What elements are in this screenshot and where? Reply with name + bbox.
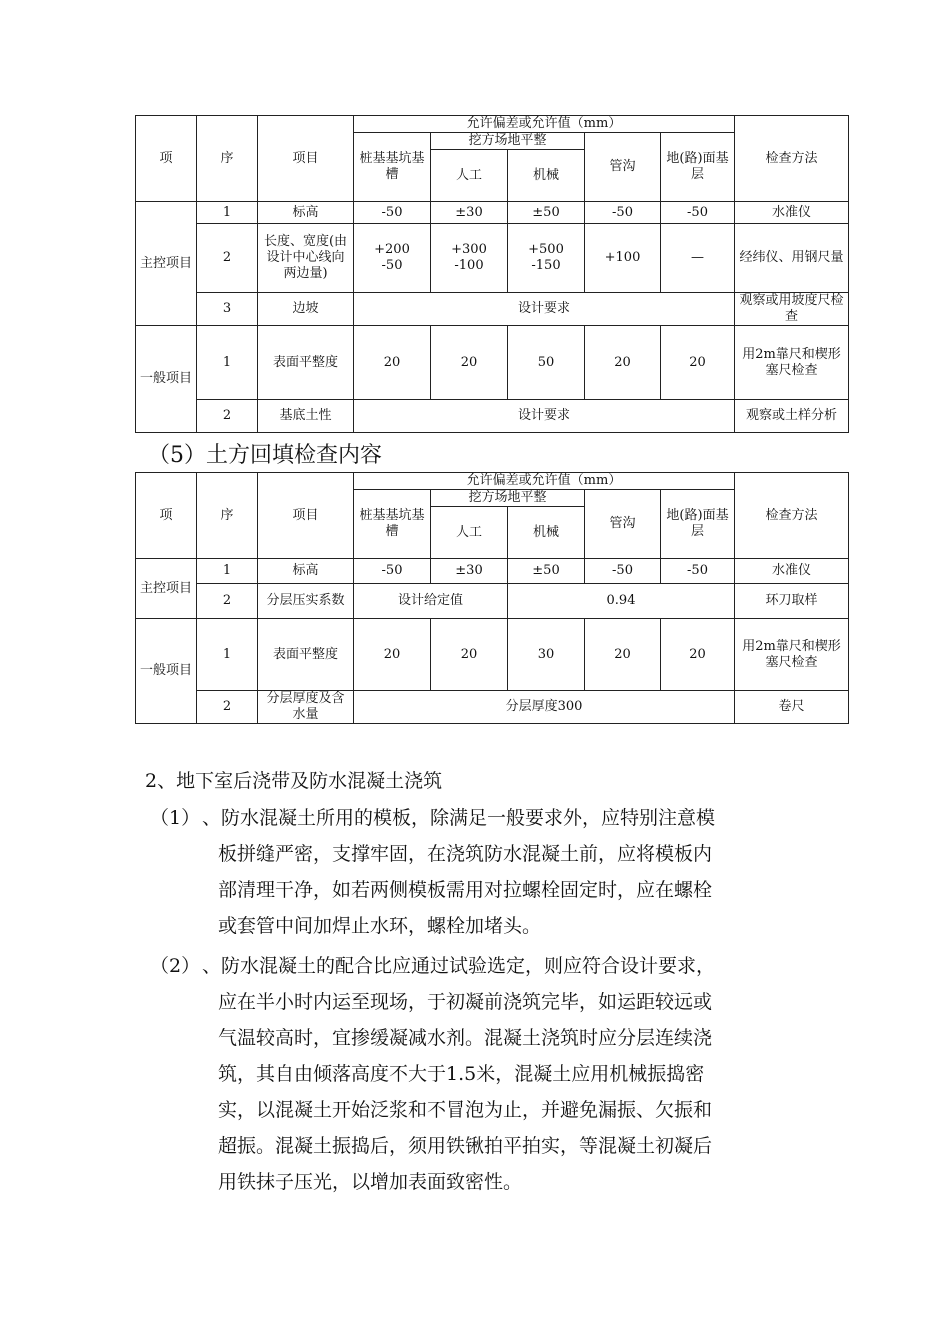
cell-road: -50 bbox=[661, 559, 735, 584]
header-site: 挖方场地平整 bbox=[431, 490, 585, 507]
cell-merged: 分层厚度300 bbox=[354, 691, 735, 724]
cell-road: — bbox=[661, 224, 735, 293]
cell-method: 观察或土样分析 bbox=[735, 400, 849, 433]
table-row bbox=[136, 326, 849, 400]
cell-item: 基底土性 bbox=[258, 400, 354, 433]
header-machine: 机械 bbox=[508, 150, 585, 202]
cell-method: 观察或用坡度尺检查 bbox=[735, 293, 849, 326]
paragraph-line: 筑，其自由倾落高度不大于1.5米，混凝土应用机械振捣密 bbox=[218, 1063, 705, 1085]
paragraph-line: 实，以混凝土开始泛浆和不冒泡为止，并避免漏振、欠振和 bbox=[218, 1099, 713, 1121]
cell-pile: 20 bbox=[354, 326, 431, 400]
cell-machine: ±50 bbox=[508, 202, 585, 224]
cell-merged: 设计要求 bbox=[354, 293, 735, 326]
section-2-heading: 2、地下室后浇带及防水混凝土浇筑 bbox=[145, 770, 443, 792]
cell-machine: 30 bbox=[508, 619, 585, 691]
cell-manual: 20 bbox=[431, 326, 508, 400]
paragraph-line: 应在半小时内运至现场，于初凝前浇筑完毕，如运距较远或 bbox=[218, 991, 713, 1013]
section-5-title: （5）土方回填检查内容 bbox=[148, 443, 382, 468]
header-machine: 机械 bbox=[508, 507, 585, 559]
cell-manual: 20 bbox=[431, 619, 508, 691]
paragraph-line: 超振。混凝土振捣后，须用铁锹拍平拍实，等混凝土初凝后 bbox=[218, 1135, 713, 1157]
cell-item: 边坡 bbox=[258, 293, 354, 326]
cell-seq: 2 bbox=[197, 400, 258, 433]
paragraph-line: 部清理干净，如若两侧模板需用对拉螺栓固定时，应在螺栓 bbox=[218, 879, 713, 901]
cell-item: 分层压实系数 bbox=[258, 584, 354, 619]
cell-seq: 1 bbox=[197, 202, 258, 224]
cell-method: 环刀取样 bbox=[735, 584, 849, 619]
paragraph-line: 、防水混凝土所用的模板，除满足一般要求外，应特别注意模 bbox=[202, 807, 716, 829]
cell-road: 20 bbox=[661, 619, 735, 691]
header-road: 地(路)面基层 bbox=[661, 133, 735, 202]
group-main: 主控项目 bbox=[136, 202, 197, 326]
header-item: 项目 bbox=[258, 116, 354, 202]
paragraph-line: 气温较高时，宜掺缓凝减水剂。混凝土浇筑时应分层连续浇 bbox=[218, 1027, 713, 1049]
header-item-group: 项 bbox=[136, 473, 197, 559]
header-manual: 人工 bbox=[431, 507, 508, 559]
paragraph-2 bbox=[150, 948, 810, 1200]
excavation-inspection-table bbox=[135, 115, 849, 433]
backfill-inspection-table bbox=[135, 472, 849, 724]
cell-pile: -50 bbox=[354, 202, 431, 224]
cell-pile: +200 -50 bbox=[354, 224, 431, 293]
table-row bbox=[136, 584, 849, 619]
cell-road: 20 bbox=[661, 326, 735, 400]
group-general: 一般项目 bbox=[136, 619, 197, 724]
paragraph-line: 、防水混凝土的配合比应通过试验选定，则应符合设计要求， bbox=[202, 955, 716, 977]
header-manual: 人工 bbox=[431, 150, 508, 202]
cell-method: 卷尺 bbox=[735, 691, 849, 724]
cell-pile: 20 bbox=[354, 619, 431, 691]
paragraph-2-number: （2） bbox=[150, 955, 201, 977]
header-seq: 序 bbox=[197, 473, 258, 559]
cell-method: 水准仪 bbox=[735, 559, 849, 584]
cell-item: 分层厚度及含水量 bbox=[258, 691, 354, 724]
cell-machine: +500 -150 bbox=[508, 224, 585, 293]
cell-merged-design-value: 设计给定值 bbox=[354, 584, 508, 619]
header-tolerance: 允许偏差或允许值（mm） bbox=[354, 116, 735, 133]
table-row bbox=[136, 691, 849, 724]
paragraph-line: 或套管中间加焊止水环，螺栓加堵头。 bbox=[218, 915, 542, 937]
cell-item: 长度、宽度(由设计中心线向两边量) bbox=[258, 224, 354, 293]
cell-seq: 1 bbox=[197, 559, 258, 584]
cell-trench: -50 bbox=[585, 559, 661, 584]
cell-machine: ±50 bbox=[508, 559, 585, 584]
header-road: 地(路)面基层 bbox=[661, 490, 735, 559]
header-trench: 管沟 bbox=[585, 133, 661, 202]
cell-item: 表面平整度 bbox=[258, 326, 354, 400]
header-item-group: 项 bbox=[136, 116, 197, 202]
cell-trench: +100 bbox=[585, 224, 661, 293]
table-row bbox=[136, 293, 849, 326]
header-tolerance: 允许偏差或允许值（mm） bbox=[354, 473, 735, 490]
cell-machine: 50 bbox=[508, 326, 585, 400]
cell-method: 经纬仪、用钢尺量 bbox=[735, 224, 849, 293]
cell-seq: 2 bbox=[197, 224, 258, 293]
paragraph-line: 用铁抹子压光，以增加表面致密性。 bbox=[218, 1171, 523, 1193]
cell-seq: 3 bbox=[197, 293, 258, 326]
paragraph-1-number: （1） bbox=[150, 807, 201, 829]
header-method: 检查方法 bbox=[735, 116, 849, 202]
table-row bbox=[136, 224, 849, 293]
cell-method: 水准仪 bbox=[735, 202, 849, 224]
cell-manual: ±30 bbox=[431, 559, 508, 584]
cell-method: 用2m靠尺和楔形塞尺检查 bbox=[735, 326, 849, 400]
cell-merged: 设计要求 bbox=[354, 400, 735, 433]
cell-item: 表面平整度 bbox=[258, 619, 354, 691]
table-row bbox=[136, 400, 849, 433]
cell-manual: +300 -100 bbox=[431, 224, 508, 293]
cell-road: -50 bbox=[661, 202, 735, 224]
cell-method: 用2m靠尺和楔形塞尺检查 bbox=[735, 619, 849, 691]
table-row bbox=[136, 202, 849, 224]
cell-item: 标高 bbox=[258, 202, 354, 224]
header-item: 项目 bbox=[258, 473, 354, 559]
header-seq: 序 bbox=[197, 116, 258, 202]
cell-seq: 2 bbox=[197, 584, 258, 619]
header-site: 挖方场地平整 bbox=[431, 133, 585, 150]
cell-seq: 1 bbox=[197, 619, 258, 691]
paragraph-line: 板拼缝严密，支撑牢固，在浇筑防水混凝土前，应将模板内 bbox=[218, 843, 713, 865]
table-row bbox=[136, 559, 849, 584]
cell-item: 标高 bbox=[258, 559, 354, 584]
header-trench: 管沟 bbox=[585, 490, 661, 559]
header-method: 检查方法 bbox=[735, 473, 849, 559]
header-pile: 桩基基坑基槽 bbox=[354, 133, 431, 202]
group-general: 一般项目 bbox=[136, 326, 197, 433]
cell-seq: 1 bbox=[197, 326, 258, 400]
paragraph-1 bbox=[150, 800, 810, 944]
cell-merged-coefficient: 0.94 bbox=[508, 584, 735, 619]
group-main: 主控项目 bbox=[136, 559, 197, 619]
header-pile: 桩基基坑基槽 bbox=[354, 490, 431, 559]
cell-seq: 2 bbox=[197, 691, 258, 724]
cell-trench: 20 bbox=[585, 619, 661, 691]
cell-pile: -50 bbox=[354, 559, 431, 584]
table-row bbox=[136, 619, 849, 691]
cell-trench: -50 bbox=[585, 202, 661, 224]
cell-trench: 20 bbox=[585, 326, 661, 400]
cell-manual: ±30 bbox=[431, 202, 508, 224]
